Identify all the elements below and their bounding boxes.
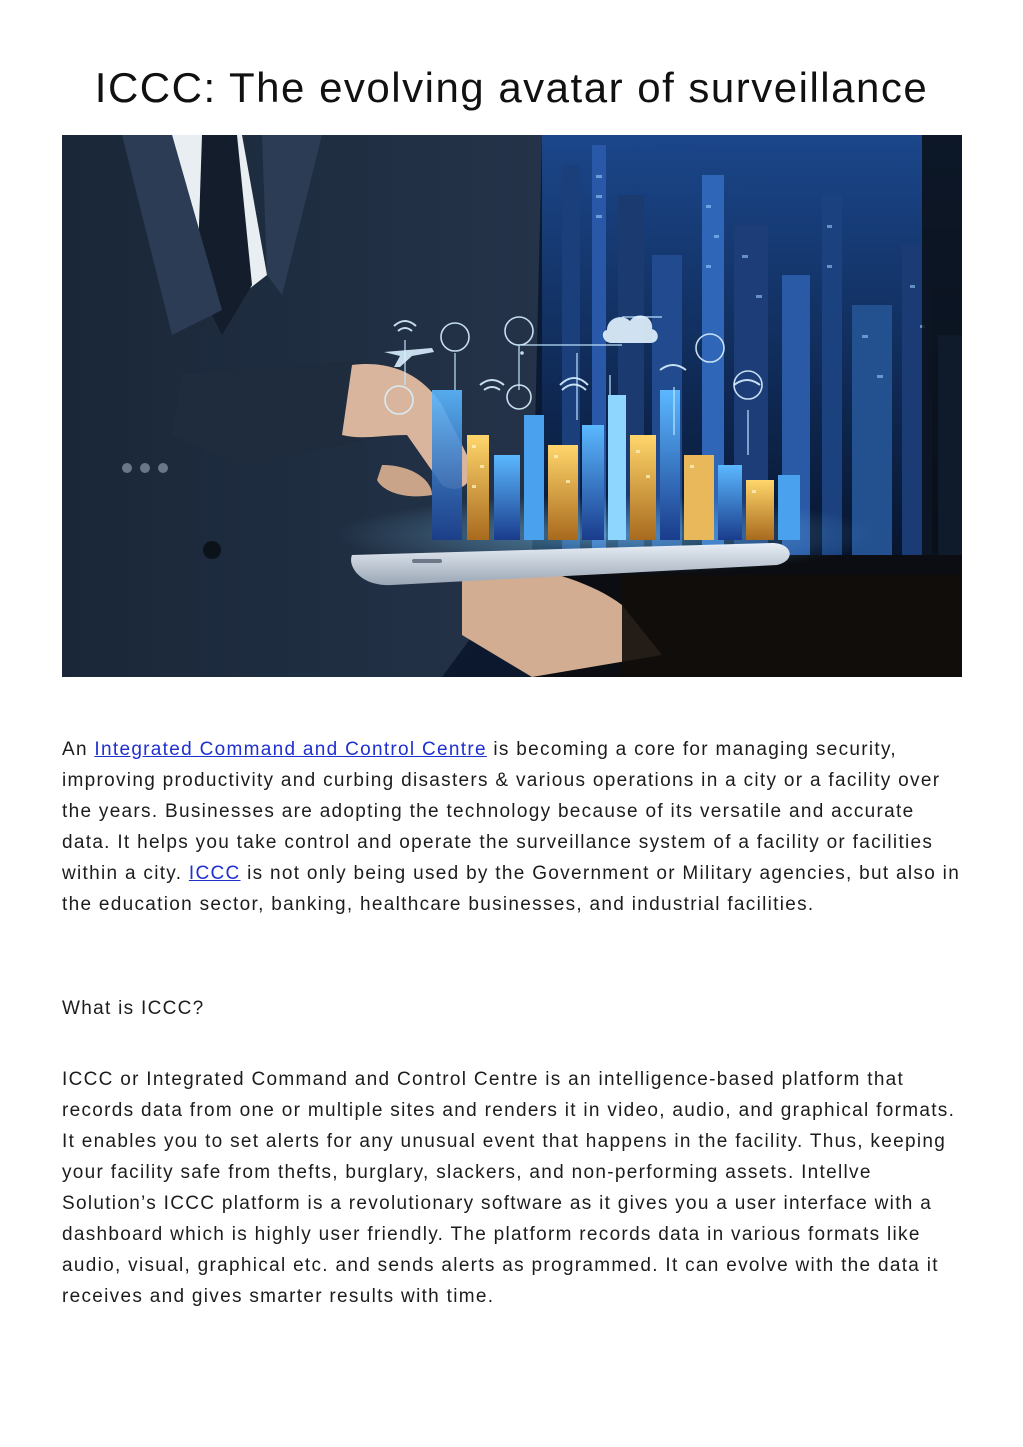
intro-text-middle: is becoming a core for managing security, improving productivity and curbing disasters & various operations in a city or a facility over the years. Businesses are adopting the technology because of its versatile and accurate data. It helps you take control and operate the surveillance system of a facility or facilities within a city. xyxy=(62,739,941,884)
iccc-link[interactable]: ICCC xyxy=(188,863,241,884)
page-title: ICCC: The evolving avatar of surveillance xyxy=(94,64,929,111)
section-heading: What is ICCC? xyxy=(62,998,205,1019)
definition-paragraph: ICCC or Integrated Command and Control Centre is an intelligence-based platform that records data from one or multiple sites and renders it in video, audio, and graphical formats. It enables you to set alerts for any unusual event that happens in the facility. Thus, keeping your facility safe from thefts, burglary, slackers, and non-performing assets. Intellve Solution’s ICCC platform is a revolutionary software as it gives you a user interface with a dashboard which is highly user friendly. The platform records data in various formats like audio, visual, graphical etc. and sends alerts as programmed. It can evolve with the data it receives and gives smarter results with time. xyxy=(62,1069,956,1307)
intro-text-start: An xyxy=(62,739,95,760)
intro-text-end: is not only being used by the Government or Military agencies, but also in the education sector, banking, healthcare businesses, and industrial facilities. xyxy=(62,863,961,915)
intro-paragraph xyxy=(62,734,962,920)
hero-image xyxy=(62,135,962,677)
smart-city-illustration xyxy=(62,135,962,677)
integrated-command-centre-link[interactable]: Integrated Command and Control Centre xyxy=(94,739,487,760)
